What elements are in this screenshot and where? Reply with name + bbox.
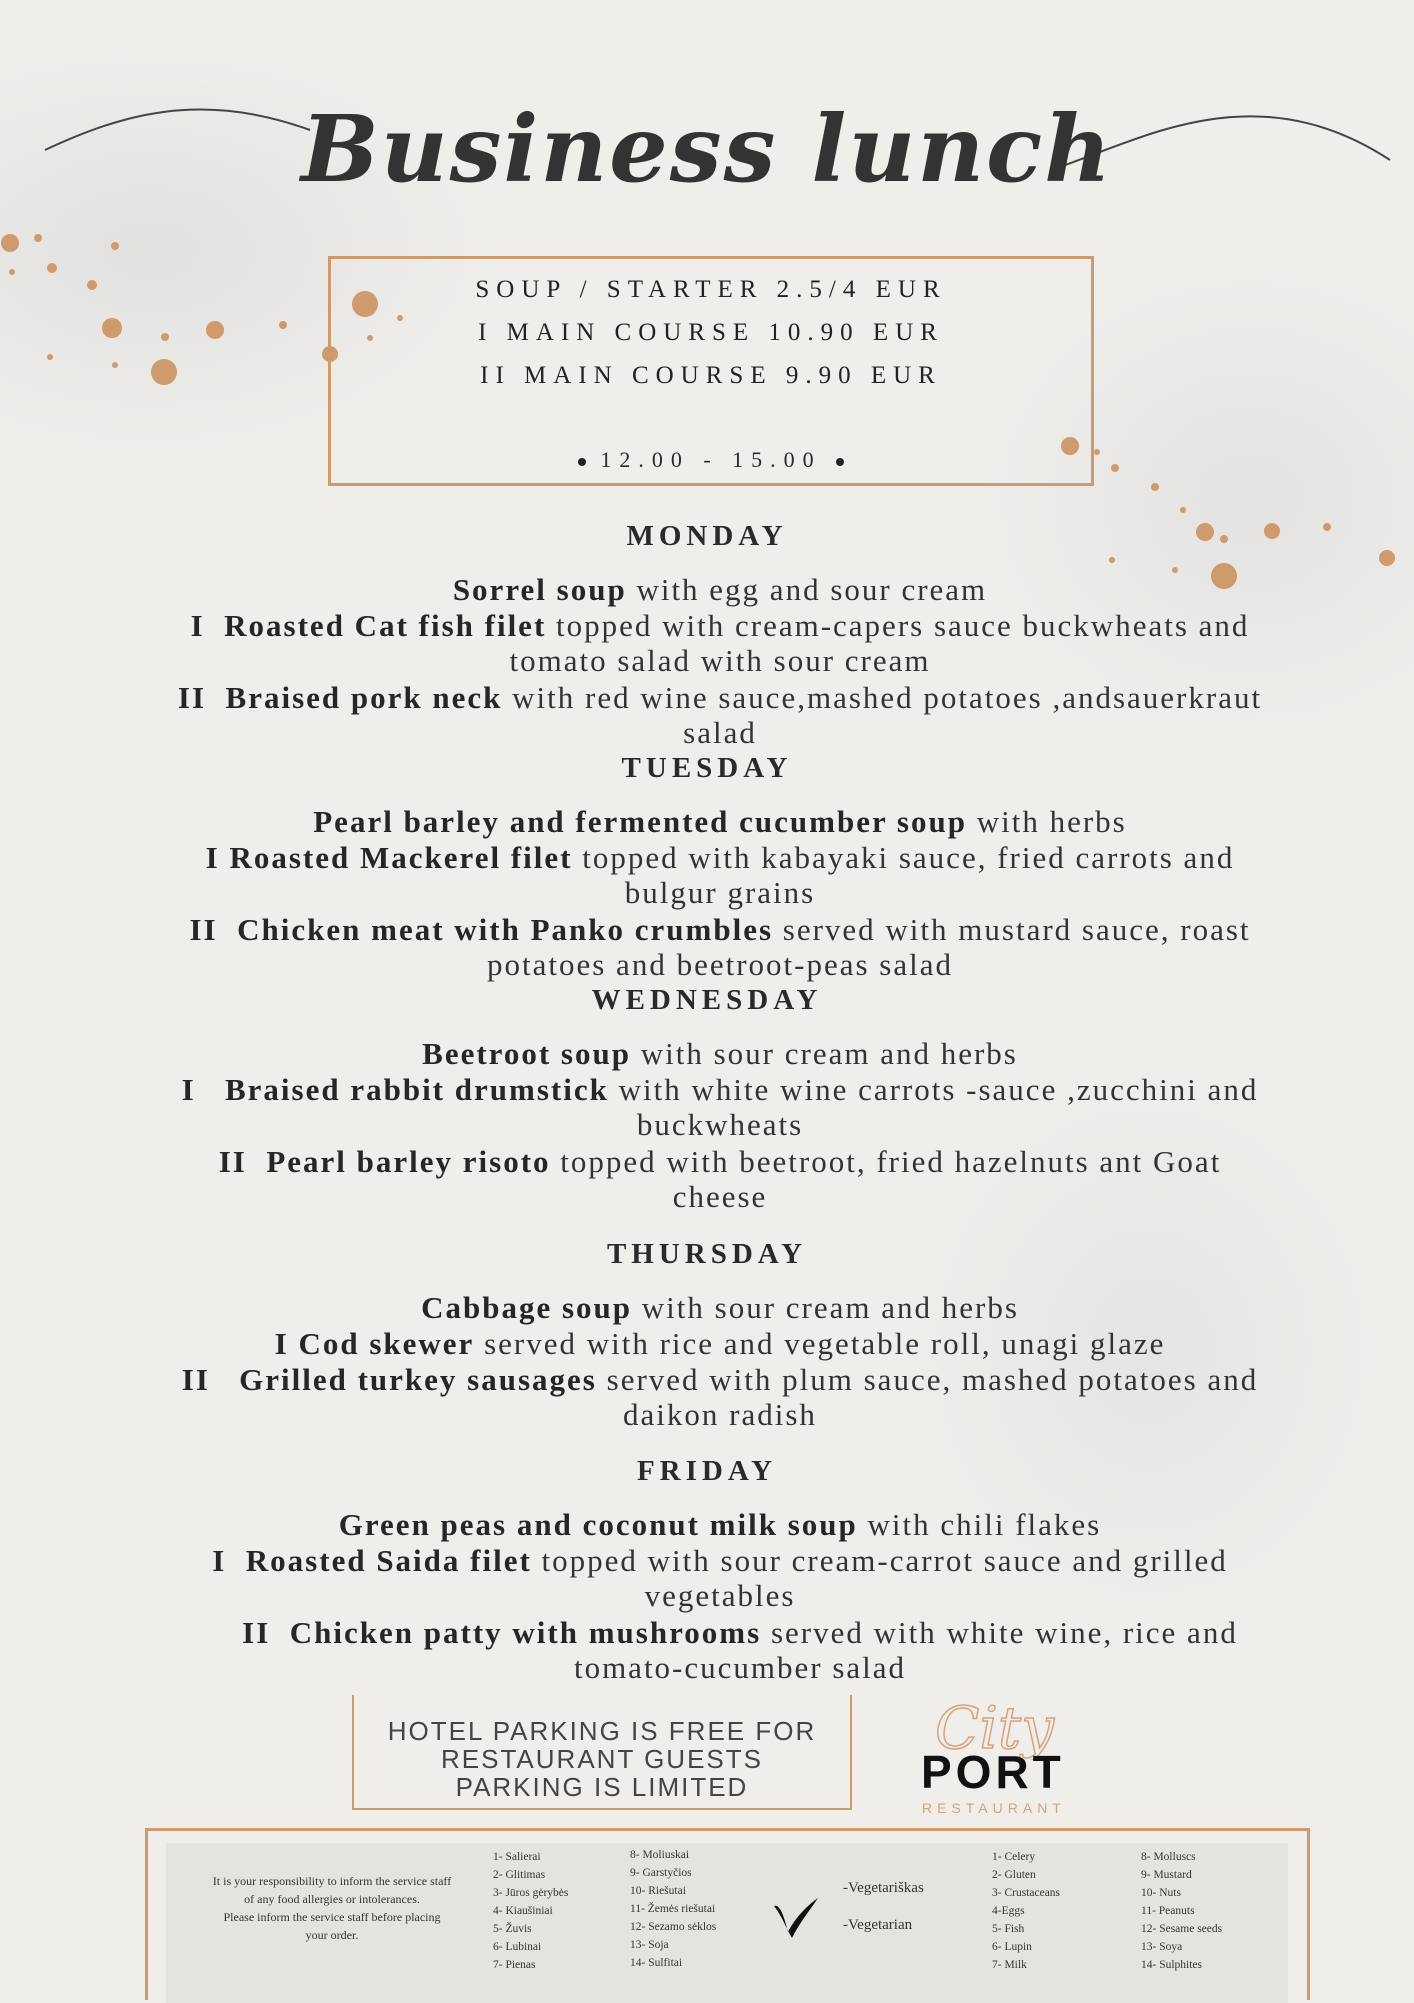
dish-description: with sour cream and herbs — [630, 1036, 1018, 1071]
dish-description: served with white wine, rice and — [761, 1615, 1238, 1650]
dish-name: Green peas and coconut milk soup — [338, 1507, 858, 1542]
allergy-notice-line: of any food allergies or intolerances. — [244, 1892, 420, 1906]
dish-description-cont: cheese — [672, 1179, 768, 1214]
logo-port-text: PORT — [921, 1746, 1065, 1798]
bullet-icon — [836, 458, 844, 466]
price-main-course-2: II MAIN COURSE 9.90 EUR — [480, 362, 942, 389]
allergy-notice-line: Please inform the service staff before placing — [223, 1910, 441, 1924]
allergen-item: 7- Pienas — [493, 1959, 536, 1971]
friday-soup — [90, 1507, 1350, 1542]
dish-description: with herbs — [966, 804, 1127, 839]
hours-text: 12.00 - 15.00 — [600, 447, 822, 472]
monday-main-1 — [60, 608, 1380, 678]
dish-description: served with rice and vegetable roll, unagi glaze — [474, 1326, 1166, 1361]
thursday-main-2 — [60, 1362, 1380, 1432]
allergen-item: 10- Riešutai — [630, 1885, 686, 1897]
dish-name: Cabbage soup — [421, 1290, 633, 1325]
price-soup-starter: SOUP / STARTER 2.5/4 EUR — [475, 276, 947, 303]
allergen-item: 5- Žuvis — [493, 1923, 532, 1935]
dish-description-cont: potatoes and beetroot-peas salad — [487, 947, 953, 982]
price-box — [328, 256, 1094, 486]
parking-notice — [352, 1695, 852, 1810]
dish-name: Roasted Saida filet — [245, 1543, 532, 1578]
dish-name: Braised pork neck — [225, 680, 503, 715]
thursday-main-1 — [60, 1326, 1380, 1361]
course-number: II — [181, 1362, 210, 1397]
course-number: II — [189, 912, 218, 947]
dish-name: Beetroot soup — [422, 1036, 631, 1071]
dish-description-cont: daikon radish — [623, 1397, 817, 1432]
dish-description: with red wine sauce,mashed potatoes ,andsauerkraut — [502, 680, 1263, 715]
allergen-item: 8- Molluscs — [1141, 1851, 1196, 1863]
allergen-item: 6- Lupin — [992, 1941, 1032, 1953]
allergen-item: 7- Milk — [992, 1959, 1027, 1971]
day-heading-wednesday: WEDNESDAY — [591, 984, 823, 1016]
allergen-list-en-1 — [992, 1848, 1060, 1974]
vegetarian-label-en: -Vegetarian — [843, 1917, 913, 1933]
course-number: I — [274, 1326, 289, 1361]
dish-description-cont: tomato-cucumber salad — [573, 1650, 907, 1685]
allergen-list-lt-1 — [493, 1848, 568, 1974]
parking-line-3: PARKING IS LIMITED — [455, 1772, 749, 1802]
monday-soup — [90, 572, 1350, 607]
allergen-item: 6- Lubinai — [493, 1941, 542, 1953]
day-heading-friday: FRIDAY — [636, 1455, 778, 1487]
bullet-icon — [578, 458, 586, 466]
dish-name: Roasted Mackerel filet — [229, 840, 573, 875]
dish-name: Pearl barley and fermented cucumber soup — [313, 804, 967, 839]
allergen-item: 12- Sesame seeds — [1141, 1923, 1223, 1935]
course-number: I — [190, 608, 205, 643]
svg-text:City: City — [935, 1694, 1055, 1760]
allergen-item: 9- Garstyčios — [630, 1867, 692, 1879]
tuesday-main-1 — [60, 840, 1380, 910]
allergen-item: 14- Sulphites — [1141, 1959, 1203, 1971]
tuesday-soup — [90, 804, 1350, 839]
city-port-logo — [915, 1670, 1085, 1815]
allergen-item: 11- Žemės riešutai — [630, 1903, 716, 1915]
day-heading-tuesday: TUESDAY — [621, 752, 793, 784]
allergen-item: 4- Kiaušiniai — [493, 1905, 553, 1917]
allergen-item: 1- Salierai — [493, 1851, 541, 1863]
allergen-item: 10- Nuts — [1141, 1887, 1181, 1899]
dish-name: Chicken meat with Panko crumbles — [237, 912, 774, 947]
logo-restaurant-text: RESTAURANT — [922, 1800, 1066, 1816]
allergen-item: 3- Crustaceans — [992, 1887, 1061, 1899]
allergen-list-lt-2 — [630, 1846, 716, 1972]
dish-name: Braised rabbit drumstick — [224, 1072, 609, 1107]
day-heading-thursday: THURSDAY — [606, 1238, 808, 1270]
monday-main-2 — [60, 680, 1380, 750]
page-title: Business lunch — [300, 95, 1114, 203]
dish-description: topped with kabayaki sauce, fried carrots and — [572, 840, 1235, 875]
allergy-notice-line: your order. — [305, 1928, 359, 1942]
dish-description-cont: tomato salad with sour cream — [509, 643, 931, 678]
course-number: II — [218, 1144, 247, 1179]
allergen-item: 9- Mustard — [1141, 1869, 1192, 1881]
allergen-item: 8- Moliuskai — [630, 1849, 690, 1861]
allergen-item: 2- Gluten — [992, 1869, 1036, 1881]
allergen-item: 2- Glitimas — [493, 1869, 546, 1881]
allergy-notice — [172, 1872, 492, 1944]
dish-name: Sorrel soup — [452, 572, 627, 607]
dish-name: Chicken patty with mushrooms — [289, 1615, 762, 1650]
dish-description: with egg and sour cream — [626, 572, 988, 607]
allergen-item: 3- Jūros gėrybės — [493, 1887, 569, 1899]
allergen-item: 5- Fish — [992, 1923, 1025, 1935]
course-number: II — [242, 1615, 271, 1650]
dish-name: Roasted Cat fish filet — [224, 608, 547, 643]
allergen-item: 13- Soja — [630, 1939, 669, 1951]
dish-name: Pearl barley risoto — [266, 1144, 551, 1179]
allergen-item: 14- Sulfitai — [630, 1957, 683, 1969]
course-number: II — [177, 680, 207, 715]
allergy-notice-line: It is your responsibility to inform the service staff — [212, 1874, 452, 1888]
dish-description-cont: bulgur grains — [624, 875, 816, 910]
dish-description: with sour cream and herbs — [632, 1290, 1019, 1325]
allergen-item: 4-Eggs — [992, 1905, 1025, 1917]
dish-description: topped with cream-capers sauce buckwheats and — [546, 608, 1250, 643]
dish-description-cont: salad — [683, 715, 757, 750]
course-number: I — [212, 1543, 227, 1578]
allergen-item: 11- Peanuts — [1141, 1905, 1195, 1917]
allergen-item: 1- Celery — [992, 1851, 1036, 1863]
allergen-item: 12- Sezamo sėklos — [630, 1921, 717, 1933]
dish-description-cont: vegetables — [644, 1578, 796, 1613]
course-number: I — [205, 840, 220, 875]
dish-description-cont: buckwheats — [636, 1107, 804, 1142]
course-number: I — [181, 1072, 196, 1107]
dish-name: Grilled turkey sausages — [239, 1362, 597, 1397]
day-heading-monday: MONDAY — [626, 520, 788, 552]
friday-main-2 — [100, 1615, 1380, 1685]
thursday-soup — [90, 1290, 1350, 1325]
dish-name: Cod skewer — [298, 1326, 475, 1361]
vegetarian-v-icon — [770, 1888, 840, 1948]
wednesday-main-2 — [60, 1144, 1380, 1214]
dish-description: served with mustard sauce, roast — [773, 912, 1251, 947]
allergen-list-en-2 — [1141, 1848, 1222, 1974]
serving-hours — [331, 447, 1091, 473]
friday-main-1 — [60, 1543, 1380, 1613]
price-main-course-1: I MAIN COURSE 10.90 EUR — [478, 319, 944, 346]
wednesday-main-1 — [60, 1072, 1380, 1142]
parking-line-1: HOTEL PARKING IS FREE FOR — [387, 1716, 817, 1746]
allergen-item: 13- Soya — [1141, 1941, 1183, 1953]
dish-description: served with plum sauce, mashed potatoes and — [596, 1362, 1259, 1397]
dish-description: topped with beetroot, fried hazelnuts ant Goat — [550, 1144, 1222, 1179]
parking-line-2: RESTAURANT GUESTS — [441, 1744, 763, 1774]
tuesday-main-2 — [60, 912, 1380, 982]
dish-description: topped with sour cream-carrot sauce and grilled — [531, 1543, 1228, 1578]
dish-description: with chili flakes — [857, 1507, 1102, 1542]
vegetarian-label-lt: -Vegetariškas — [843, 1880, 924, 1896]
wednesday-soup — [90, 1036, 1350, 1071]
dish-description: with white wine carrots -sauce ,zucchini and — [608, 1072, 1259, 1107]
